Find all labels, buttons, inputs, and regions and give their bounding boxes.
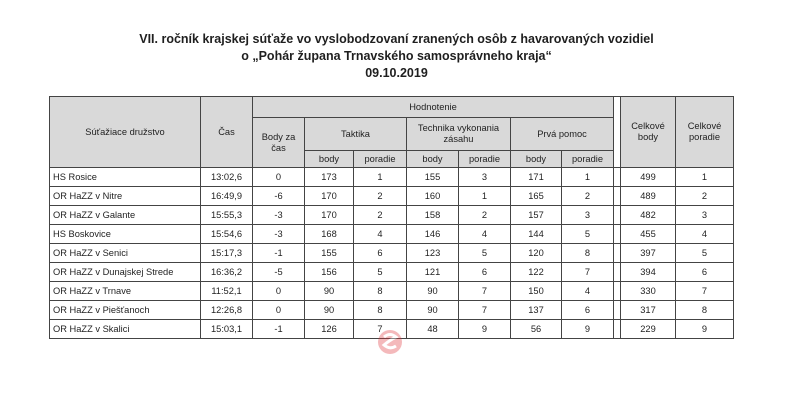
cell-tactics-points: 90 (305, 282, 354, 301)
cell-total-rank: 5 (676, 244, 734, 263)
cell-team: OR HaZZ v Skalici (50, 320, 201, 339)
cell-total-rank: 2 (676, 187, 734, 206)
cell-time-points: 0 (253, 168, 305, 187)
cell-total-rank: 6 (676, 263, 734, 282)
cell-total-rank: 1 (676, 168, 734, 187)
cell-total-points: 397 (621, 244, 676, 263)
cell-time: 16:36,2 (201, 263, 253, 282)
logo-watermark-icon (365, 326, 415, 358)
cell-time: 15:03,1 (201, 320, 253, 339)
table-row (50, 282, 734, 301)
cell-first-aid-points: 165 (511, 187, 562, 206)
cell-time: 15:17,3 (201, 244, 253, 263)
header-technique-rank: poradie (459, 151, 511, 168)
table-row (50, 187, 734, 206)
cell-first-aid-rank: 8 (562, 244, 614, 263)
cell-tactics-rank: 2 (354, 187, 407, 206)
cell-technique-points: 121 (407, 263, 459, 282)
cell-time-points: -3 (253, 206, 305, 225)
cell-tactics-rank: 4 (354, 225, 407, 244)
cell-total-rank: 8 (676, 301, 734, 320)
header-total-points: Celkové body (621, 97, 676, 168)
cell-total-points: 229 (621, 320, 676, 339)
cell-team: OR HaZZ v Galante (50, 206, 201, 225)
header-evaluation: Hodnotenie (253, 97, 614, 118)
cell-team: OR HaZZ v Dunajskej Strede (50, 263, 201, 282)
header-tactics-points: body (305, 151, 354, 168)
cell-time: 15:55,3 (201, 206, 253, 225)
cell-spacer (614, 320, 621, 339)
cell-tactics-points: 173 (305, 168, 354, 187)
cell-total-rank: 3 (676, 206, 734, 225)
header-first-aid-rank: poradie (562, 151, 614, 168)
cell-total-rank: 9 (676, 320, 734, 339)
cell-tactics-points: 155 (305, 244, 354, 263)
cell-tactics-rank: 8 (354, 301, 407, 320)
cell-technique-points: 90 (407, 282, 459, 301)
header-spacer (614, 97, 621, 168)
cell-tactics-rank: 5 (354, 263, 407, 282)
cell-team: HS Boskovice (50, 225, 201, 244)
cell-technique-rank: 5 (459, 244, 511, 263)
cell-first-aid-points: 144 (511, 225, 562, 244)
cell-total-rank: 7 (676, 282, 734, 301)
cell-time: 12:26,8 (201, 301, 253, 320)
cell-first-aid-rank: 3 (562, 206, 614, 225)
table-row (50, 206, 734, 225)
cell-first-aid-points: 137 (511, 301, 562, 320)
header-technique-points: body (407, 151, 459, 168)
cell-technique-points: 146 (407, 225, 459, 244)
cell-total-points: 499 (621, 168, 676, 187)
cell-first-aid-points: 122 (511, 263, 562, 282)
cell-time: 15:54,6 (201, 225, 253, 244)
cell-team: OR HaZZ v Trnave (50, 282, 201, 301)
cell-technique-points: 48 (407, 320, 459, 339)
cell-spacer (614, 263, 621, 282)
header-technique: Technika vykonania zásahu (407, 118, 511, 151)
cell-technique-rank: 2 (459, 206, 511, 225)
cell-first-aid-points: 150 (511, 282, 562, 301)
results-table (49, 96, 734, 339)
cell-team: OR HaZZ v Senici (50, 244, 201, 263)
cell-tactics-rank: 7 (354, 320, 407, 339)
table-row (50, 263, 734, 282)
cell-total-points: 330 (621, 282, 676, 301)
header-time-points: Body za čas (253, 118, 305, 168)
cell-first-aid-points: 56 (511, 320, 562, 339)
cell-total-points: 455 (621, 225, 676, 244)
header-tactics: Taktika (305, 118, 407, 151)
cell-time: 13:02,6 (201, 168, 253, 187)
cell-first-aid-rank: 7 (562, 263, 614, 282)
cell-team: HS Rosice (50, 168, 201, 187)
table-row (50, 244, 734, 263)
cell-time-points: -1 (253, 244, 305, 263)
cell-technique-rank: 3 (459, 168, 511, 187)
cell-total-points: 317 (621, 301, 676, 320)
header-first-aid-points: body (511, 151, 562, 168)
header-first-aid: Prvá pomoc (511, 118, 614, 151)
cell-first-aid-rank: 4 (562, 282, 614, 301)
cell-spacer (614, 244, 621, 263)
document-heading (0, 31, 793, 82)
title-line-1: VII. ročník krajskej súťaže vo vyslobodzovaní zranených osôb z havarovaných vozidiel (139, 32, 654, 46)
cell-total-points: 489 (621, 187, 676, 206)
cell-tactics-points: 170 (305, 206, 354, 225)
cell-first-aid-points: 120 (511, 244, 562, 263)
cell-total-points: 394 (621, 263, 676, 282)
cell-technique-points: 90 (407, 301, 459, 320)
header-tactics-rank: poradie (354, 151, 407, 168)
cell-team: OR HaZZ v Nitre (50, 187, 201, 206)
cell-technique-points: 123 (407, 244, 459, 263)
cell-first-aid-rank: 5 (562, 225, 614, 244)
header-row-1 (50, 97, 734, 118)
cell-time-points: 0 (253, 301, 305, 320)
cell-tactics-points: 168 (305, 225, 354, 244)
cell-technique-points: 158 (407, 206, 459, 225)
cell-first-aid-rank: 9 (562, 320, 614, 339)
cell-tactics-points: 126 (305, 320, 354, 339)
cell-team: OR HaZZ v Piešťanoch (50, 301, 201, 320)
cell-spacer (614, 206, 621, 225)
header-time: Čas (201, 97, 253, 168)
cell-technique-rank: 7 (459, 301, 511, 320)
cell-first-aid-points: 157 (511, 206, 562, 225)
cell-spacer (614, 187, 621, 206)
cell-time-points: -1 (253, 320, 305, 339)
cell-total-points: 482 (621, 206, 676, 225)
cell-first-aid-rank: 2 (562, 187, 614, 206)
cell-tactics-points: 90 (305, 301, 354, 320)
cell-tactics-rank: 8 (354, 282, 407, 301)
cell-time: 11:52,1 (201, 282, 253, 301)
table-row (50, 225, 734, 244)
header-team: Súťažiace družstvo (50, 97, 201, 168)
event-date: 09.10.2019 (365, 66, 428, 80)
cell-technique-rank: 6 (459, 263, 511, 282)
cell-tactics-rank: 6 (354, 244, 407, 263)
cell-time-points: 0 (253, 282, 305, 301)
table-row (50, 301, 734, 320)
cell-spacer (614, 168, 621, 187)
cell-spacer (614, 301, 621, 320)
cell-first-aid-points: 171 (511, 168, 562, 187)
cell-technique-rank: 7 (459, 282, 511, 301)
cell-tactics-points: 156 (305, 263, 354, 282)
cell-technique-points: 155 (407, 168, 459, 187)
cell-tactics-points: 170 (305, 187, 354, 206)
cell-spacer (614, 225, 621, 244)
title-line-2: o „Pohár župana Trnavského samosprávneho kraja“ (241, 49, 552, 63)
cell-spacer (614, 282, 621, 301)
cell-technique-rank: 9 (459, 320, 511, 339)
cell-time-points: -6 (253, 187, 305, 206)
table-row (50, 168, 734, 187)
cell-first-aid-rank: 1 (562, 168, 614, 187)
cell-first-aid-rank: 6 (562, 301, 614, 320)
cell-technique-rank: 1 (459, 187, 511, 206)
cell-time-points: -3 (253, 225, 305, 244)
cell-time-points: -5 (253, 263, 305, 282)
cell-tactics-rank: 1 (354, 168, 407, 187)
cell-time: 16:49,9 (201, 187, 253, 206)
cell-technique-rank: 4 (459, 225, 511, 244)
cell-technique-points: 160 (407, 187, 459, 206)
cell-total-rank: 4 (676, 225, 734, 244)
cell-tactics-rank: 2 (354, 206, 407, 225)
header-total-rank: Celkové poradie (676, 97, 734, 168)
